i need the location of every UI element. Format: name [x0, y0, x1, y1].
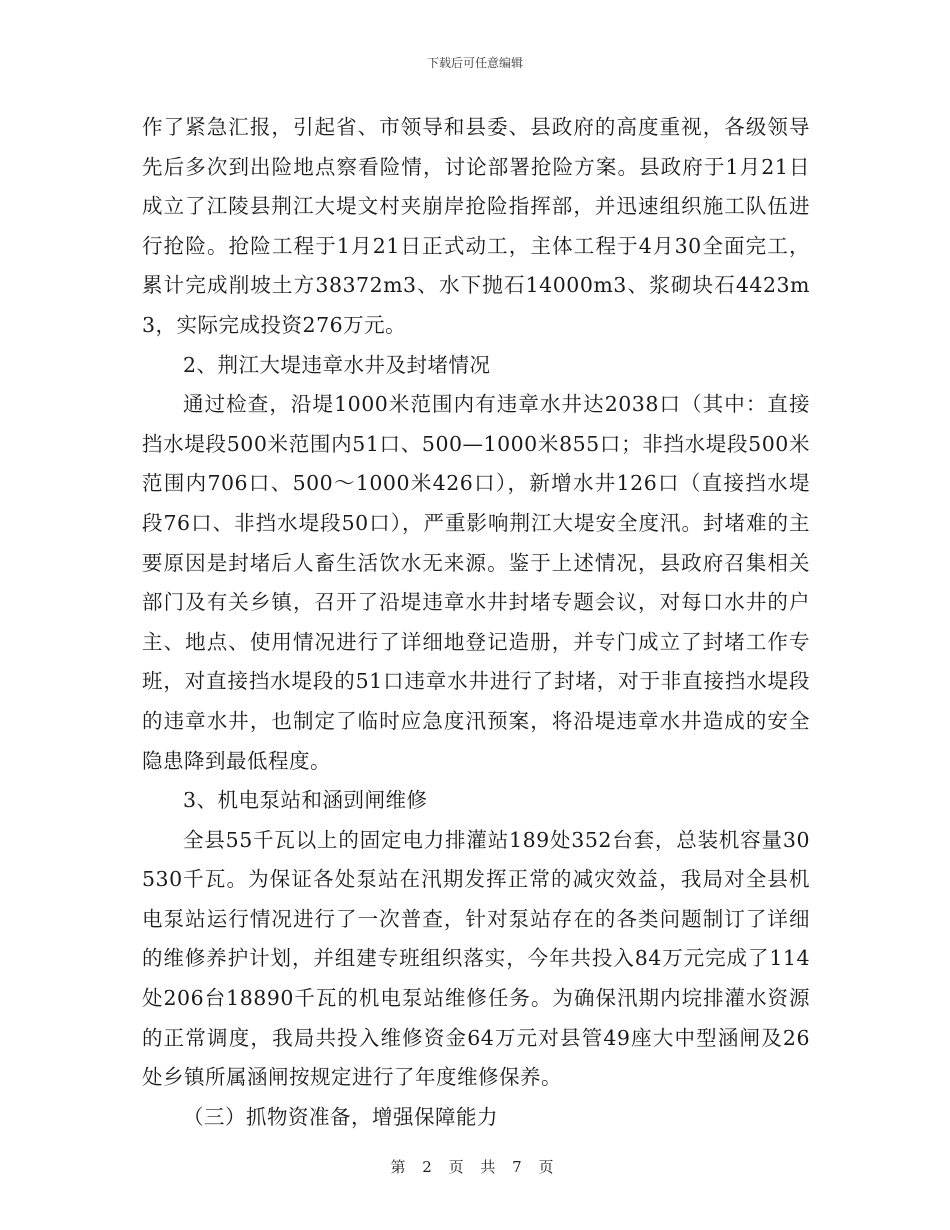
subheading-pump-stations: 3、机电泵站和涵剅闸维修: [183, 788, 428, 813]
paragraph-continuation: 作了紧急汇报，引起省、市领导和县委、县政府的高度重视，各级领导先后多次到出险地点察看险情，讨论部署抢险方案。县政府于1月21日成立了江陵县荆江大堤文村夹崩岸抢险指挥部，并迅速组织施工队伍进行抢险。抢险工程于1月21日正式动工，主体工程于4月30全面完工，累计完成削坡土方38372m3、水下抛石14000m3、浆砌块石4423m3，实际完成投资276万元。: [142, 115, 810, 337]
document-body: [142, 108, 810, 1137]
section-heading-materials: （三）抓物资准备，增强保障能力: [183, 1104, 498, 1129]
paragraph-pump-stations: 全县55千瓦以上的固定电力排灌站189处352台套，总装机容量30530千瓦。为保证各处泵站在汛期发挥正常的减灾效益，我局对全县机电泵站运行情况进行了一次普查，针对泵站存在的各类问题制订了详细的维修养护计划，并组建专班组织落实，今年共投入84万元完成了114处206台18890千瓦的机电泵站维修任务。为确保汛期内垸排灌水资源的正常调度，我局共投入维修资金64万元对县管49座大中型涵闸及26处乡镇所属涵闸按规定进行了年度维修保养。: [142, 827, 810, 1090]
paragraph-wells: 通过检查，沿堤1000米范围内有违章水井达2038口（其中：直接挡水堤段500米范围内51口、500—1000米855口；非挡水堤段500米范围内706口、500～1000米426口），新增水井126口（直接挡水堤段76口、非挡水堤段50口），严重影响荆江大堤安全度汛。封堵难的主要原因是封堵后人畜生活饮水无来源。鉴于上述情况，县政府召集相关部门及有关乡镇，召开了沿堤违章水井封堵专题会议，对每口水井的户主、地点、使用情况进行了详细地登记造册，并专门成立了封堵工作专班，对直接挡水堤段的51口违章水井进行了封堵，对于非直接挡水堤段的违章水井，也制定了临时应急度汛预案，将沿堤违章水井造成的安全隐患降到最低程度。: [142, 392, 810, 773]
subheading-wells: 2、荆江大堤违章水井及封堵情况: [183, 352, 491, 377]
page-number: 第 2 页 共 7 页: [390, 1158, 560, 1176]
page-header: 下载后可任意编辑: [426, 56, 523, 70]
